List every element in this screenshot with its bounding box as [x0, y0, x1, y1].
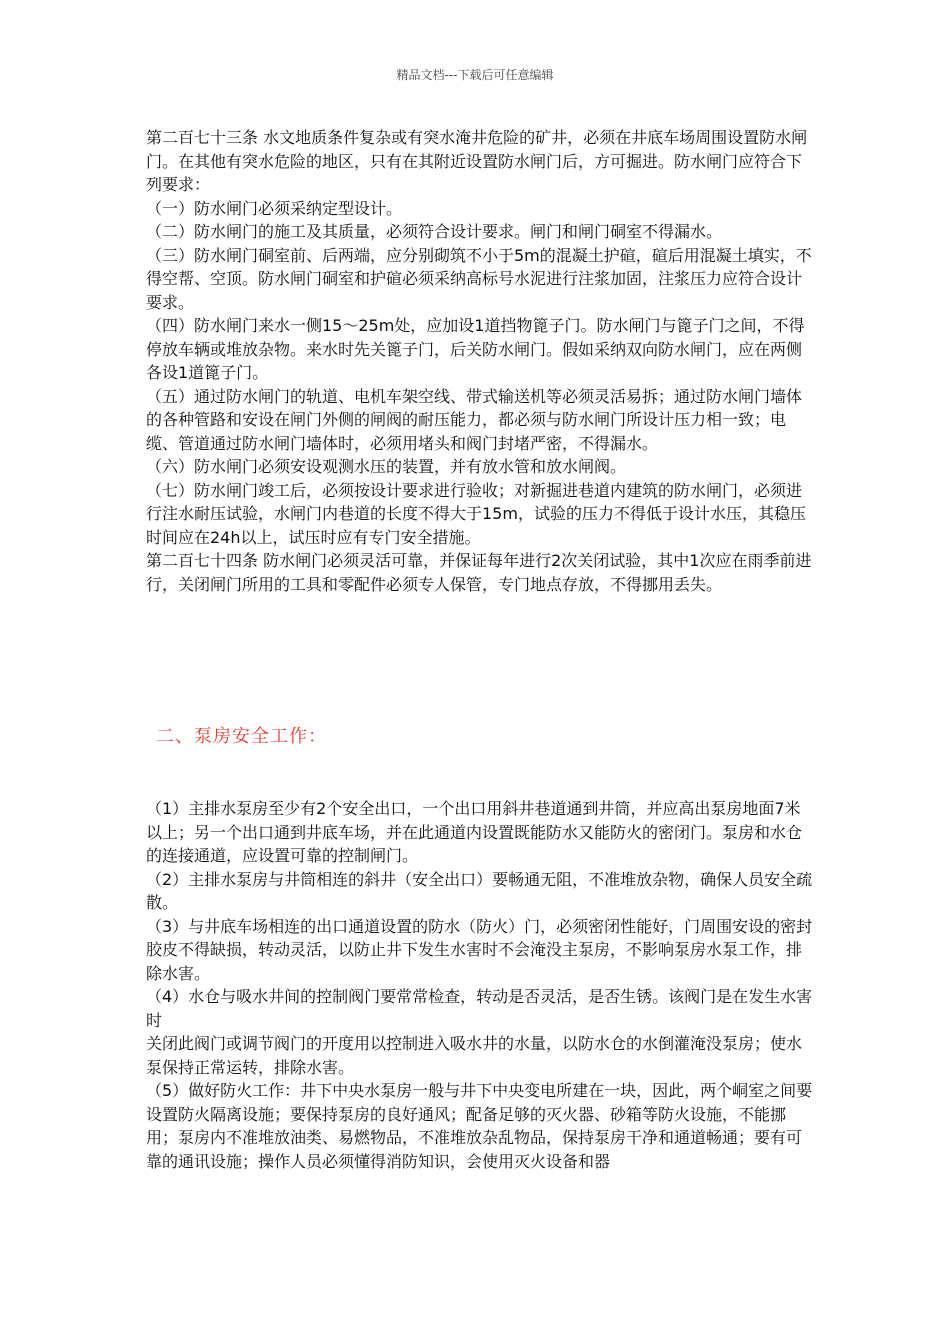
paragraph-article-273: 第二百七十三条 水文地质条件复杂或有突水淹井危险的矿井，必须在井底车场周围设置防水闸门。在其他有突水危险的地区，只有在其附近设置防水闸门后，方可掘进。防水闸门应符合下列要求： [146, 128, 808, 194]
section-waterproof-gate-regulations [146, 126, 814, 596]
paragraph-pump-3: （3）与井底车场相连的出口通道设置的防水（防火）门，必须密闭性能好，门周围安设的密封胶皮不得缺损，转动灵活，以防止井下发生水害时不会淹没主泵房，不影响泵房水泵工作，排除水害。 [146, 916, 813, 983]
paragraph-pump-2: （2）主排水泵房与井筒相连的斜井（安全出口）要畅通无阻，不准堆放杂物，确保人员安全疏散。 [146, 869, 813, 912]
section-pump-room-safety [146, 797, 814, 1173]
section-heading-pump-room: 二、泵房安全工作： [156, 726, 327, 747]
paragraph-item-6: （六）防水闸门必须安设观测水压的装置，并有放水管和放水闸阀。 [146, 457, 627, 476]
paragraph-pump-4: （4）水仓与吸水井间的控制阀门要常常检查，转动是否灵活，是否生锈。该阀门是在发生水害时 [146, 987, 813, 1030]
paragraph-pump-4-cont: 关闭此阀门或调节阀门的开度用以控制进入吸水井的水量，以防水仓的水倒灌淹没泵房；使水泵保持正常运转，排除水害。 [146, 1034, 803, 1077]
paragraph-item-1: （一）防水闸门必须采纳定型设计。 [146, 198, 403, 218]
paragraph-item-2: （二）防水闸门的施工及其质量，必须符合设计要求。闸门和闸门硐室不得漏水。 [146, 222, 723, 241]
paragraph-item-4: （四）防水闸门来水一侧15～25m处，应加设1道挡物篦子门。防水闸门与篦子门之间，不得停放车辆或堆放杂物。来水时先关篦子门，后关防水闸门。假如采纳双向防水闸门，应在两侧各设1道篦子门。 [146, 316, 805, 382]
paragraph-item-3: （三）防水闸门硐室前、后两端，应分别砌筑不小于5m的混凝土护碹，碹后用混凝土填实，不得空帮、空顶。防水闸门硐室和护碹必须采纳高标号水泥进行注浆加固，注浆压力应符合设计要求。 [146, 245, 812, 312]
paragraph-pump-1: （1）主排水泵房至少有2个安全出口，一个出口用斜井巷道通到井筒，并应高出泵房地面7米以上；另一个出口通到井底车场，并在此通道内设置既能防水又能防火的密闭门。泵房和水仓的连接通道，应设置可靠的控制闸门。 [146, 799, 803, 865]
paragraph-item-5: （五）通过防水闸门的轨道、电机车架空线、带式输送机等必须灵活易拆；通过防水闸门墙体的各种管路和安设在闸门外侧的闸阀的耐压能力，都必须与防水闸门所设计压力相一致；电缆、管道通过防水闸门墙体时，必须用堵头和阀门封堵严密，不得漏水。 [146, 386, 803, 453]
paragraph-item-7: （七）防水闸门竣工后，必须按设计要求进行验收；对新掘进巷道内建筑的防水闸门，必须进行注水耐压试验，水闸门内巷道的长度不得大于15m，试验的压力不得低于设计水压，其稳压时间应在24h以上，试压时应有专门安全措施。 [146, 480, 806, 547]
paragraph-pump-5: （5）做好防火工作：井下中央水泵房一般与井下中央变电所建在一块，因此，两个峒室之间要设置防火隔离设施；要保持泵房的良好通风；配备足够的灭火器、砂箱等防火设施，不能挪用；泵房内不准堆放油类、易燃物品，不准堆放杂乱物品，保持泵房干净和通道畅通；要有可靠的通讯设施；操作人员必须懂得消防知识，会使用灭火设备和器 [146, 1081, 813, 1171]
paragraph-article-274: 第二百七十四条 防水闸门必须灵活可靠，并保证每年进行2次关闭试验，其中1次应在雨季前进行，关闭闸门所用的工具和零配件必须专人保管，专门地点存放，不得挪用丢失。 [146, 551, 812, 594]
page-header: 精品文档---下载后可任意编辑 [396, 68, 554, 82]
